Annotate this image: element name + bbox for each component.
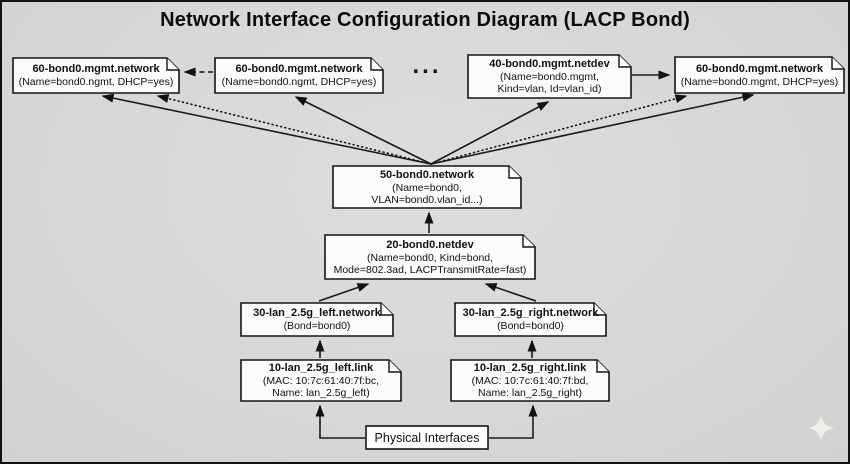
- node-detail: (Name=bond0.mgmt,: [500, 71, 599, 84]
- node-title: 60-bond0.mgmt.network: [32, 63, 160, 76]
- node-title: 30-lan_2.5g_left.network: [253, 307, 381, 320]
- node-detail: (Name=bond0.mgmt, DHCP=yes): [680, 75, 839, 88]
- node-detail: (Name=bond0.ngmt, DHCP=yes): [221, 76, 377, 89]
- node-10-lan-right-link: [450, 359, 610, 402]
- node-title: 60-bond0.mgmt.network: [695, 62, 824, 75]
- node-detail: (Name=bond0.ngmt, DHCP=yes): [18, 76, 174, 89]
- node-title: 20-bond0.netdev: [386, 238, 474, 251]
- node-50-bond0-network: [332, 165, 522, 209]
- node-detail: (Bond=bond0): [497, 320, 564, 333]
- node-detail: (Name=bond0, Kind=bond,: [366, 251, 494, 264]
- node-detail: Name: lan_2.5g_right): [478, 387, 582, 400]
- node-title: 40-bond0.mgmt.netdev: [489, 58, 610, 71]
- node-20-bond0-netdev: [324, 234, 536, 280]
- node-title: 10-lan_2.5g_left.link: [268, 362, 374, 375]
- node-title: Physical Interfaces: [374, 430, 480, 445]
- node-10-lan-left-link: [240, 359, 402, 402]
- sparkle-icon: [807, 414, 835, 442]
- node-60-bond0-mgmt-network-3: [674, 56, 845, 94]
- node-60-bond0-mgmt-network-2: [214, 57, 384, 94]
- continuation-ellipsis: ...: [412, 52, 442, 79]
- node-detail: (MAC: 10:7c:61:40:7f:bc,: [262, 375, 380, 388]
- node-detail: (Bond=bond0): [283, 320, 351, 333]
- node-30-lan-right-network: [454, 302, 607, 337]
- node-30-lan-left-network: [240, 302, 394, 337]
- node-60-bond0-mgmt-network-1: [12, 57, 180, 94]
- node-title: 60-bond0.mgmt.network: [235, 63, 363, 76]
- node-physical-interfaces: [365, 425, 489, 450]
- node-detail: Mode=802.3ad, LACPTransmitRate=fast): [333, 263, 527, 276]
- node-title: 30-lan_2.5g_right.network: [462, 307, 599, 320]
- node-title: 10-lan_2.5g_right.link: [473, 362, 587, 375]
- node-40-bond0-mgmt-netdev: [467, 54, 632, 99]
- node-detail: (MAC: 10:7c:61:40:7f:bd,: [471, 375, 589, 388]
- node-detail: Kind=vlan, Id=vlan_id): [497, 83, 602, 96]
- node-detail: (Name=bond0,: [392, 181, 462, 194]
- node-detail: VLAN=bond0.vlan_id...): [371, 193, 483, 206]
- diagram-title: Network Interface Configuration Diagram (LACP Bond): [160, 9, 690, 31]
- node-detail: Name: lan_2.5g_left): [272, 387, 370, 400]
- node-title: 50-bond0.network: [379, 168, 475, 181]
